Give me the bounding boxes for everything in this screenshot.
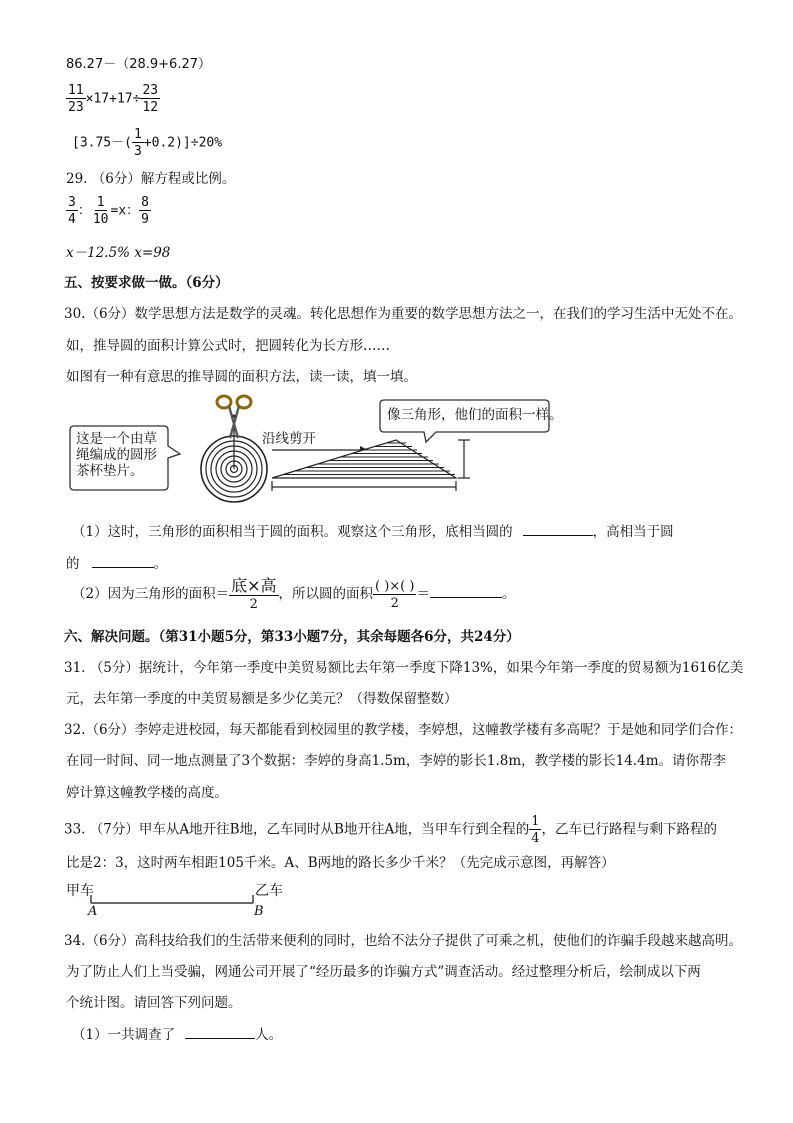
q29-equation-2: x－12.5% x=98 bbox=[66, 245, 171, 261]
q33-line-1: 33. （7分）甲车从A地开往B地，乙车同时从B地开往A地，当甲车行到全程的 $\frac{1}{4}$ ，乙车已行路程与剩下路程的 bbox=[64, 814, 717, 846]
calc-line-2: $\frac{11}{23}$ ×17+17÷ $\frac{23}{12}$ bbox=[68, 83, 159, 115]
q33-line-2: 比是2：3，这时两车相距105千米。A、B两地的路长多少千米？（先完成示意图，再解答） bbox=[66, 855, 615, 871]
fraction: $\frac{1}{3}$ bbox=[133, 127, 142, 159]
car-a-label: 甲车 bbox=[66, 883, 94, 899]
point-b-label: B bbox=[254, 904, 264, 919]
q31-line-1: 31. （5分）据统计，今年第一季度中美贸易额比去年第一季度下降13%，如果今年第一季度的贸易额为1616亿美 bbox=[64, 660, 744, 676]
calc-line-1: 86.27－（28.9+6.27） bbox=[66, 57, 211, 72]
q32-line-2: 在同一时间、同一地点测量了3个数据：李婷的身高1.5m，李婷的影长1.8m，教学楼的影长14.4m。请你帮李 bbox=[66, 753, 726, 769]
q32-line-1: 32.（6分）李婷走进校园，每天都能看到校园里的教学楼，李婷想，这幢教学楼有多高呢？于是她和同学们合作： bbox=[64, 722, 743, 738]
point-a-label: A bbox=[88, 904, 98, 919]
q30-paragraph-2: 如，推导圆的面积计算公式时，把圆转化为长方形…… bbox=[66, 338, 390, 354]
height-marker bbox=[458, 440, 470, 478]
q30-paragraph-1: 30.（6分）数学思想方法是数学的灵魂。转化思想作为重要的数学思想方法之一，在我们的学习生活中无处不在。 bbox=[64, 306, 743, 322]
q34-line-3: 个统计图。请回答下列问题。 bbox=[66, 995, 242, 1011]
answer-blank[interactable] bbox=[185, 1038, 255, 1039]
q32-line-3: 婷计算这幢教学楼的高度。 bbox=[66, 785, 228, 801]
q30-paragraph-3: 如图有一种有意思的推导圆的面积方法，读一读，填一填。 bbox=[66, 369, 417, 385]
q29-equation-1: $\frac{3}{4}$ ： $\frac{1}{10}$ =x： $\frac{8}{9}$ bbox=[68, 195, 149, 227]
route-diagram-line[interactable] bbox=[90, 894, 256, 906]
fraction: $\frac{\text{底×高}}{2}$ bbox=[231, 576, 277, 612]
cut-along-line-label: 沿线剪开 bbox=[262, 431, 316, 447]
right-bubble-text: 像三角形，他们的面积一样。 bbox=[387, 407, 563, 423]
answer-blank[interactable] bbox=[430, 597, 502, 598]
q30-sub1-line2: 的 。 bbox=[66, 556, 167, 572]
calc-line-3: [3.75－( $\frac{1}{3}$ +0.2)]÷20% bbox=[72, 127, 223, 159]
q30-sub2: （2）因为三角形的面积＝ $\frac{\text{底×高}}{2}$ ，所以圆的面积 $\frac{( )\times( )}{2}$ ＝ 。 bbox=[72, 576, 516, 612]
rope-coaster-icon bbox=[201, 420, 267, 502]
fraction: $\frac{11}{23}$ bbox=[68, 83, 84, 115]
q34-line-2: 为了防止人们上当受骗，网通公司开展了“经历最多的诈骗方式”调查活动。经过整理分析后，绘制成以下两 bbox=[66, 964, 701, 980]
section-5-title: 五、按要求做一做。（6分） bbox=[64, 275, 229, 291]
fraction: $\frac{( )\times( )}{2}$ bbox=[375, 578, 415, 611]
q31-line-2: 元，去年第一季度的中美贸易额是多少亿美元？（得数保留整数） bbox=[66, 691, 458, 707]
base-marker bbox=[272, 481, 456, 491]
fraction: $\frac{1}{4}$ bbox=[531, 814, 540, 846]
q29-title: 29. （6分）解方程或比例。 bbox=[66, 171, 236, 187]
q34-sub1: （1）一共调查了 人。 bbox=[72, 1027, 283, 1043]
answer-blank[interactable] bbox=[92, 567, 154, 568]
q30-sub1-line1: （1）这时，三角形的面积相当于圆的面积。观察这个三角形，底相当圆的 ，高相当于圆 bbox=[72, 524, 674, 540]
left-bubble-text: 这是一个由草 绳编成的圆形 茶杯垫片。 bbox=[76, 431, 157, 479]
answer-blank[interactable] bbox=[523, 535, 593, 536]
fraction: $\frac{23}{12}$ bbox=[142, 83, 159, 115]
q34-line-1: 34.（6分）高科技给我们的生活带来便利的同时，也给不法分子提供了可乘之机，使他们的诈骗手段越来越高明。 bbox=[64, 933, 743, 949]
section-6-title: 六、解决问题。（第31小题5分，第33小题7分，其余每题各6分，共24分） bbox=[64, 629, 520, 645]
car-b-label: 乙车 bbox=[255, 883, 283, 899]
